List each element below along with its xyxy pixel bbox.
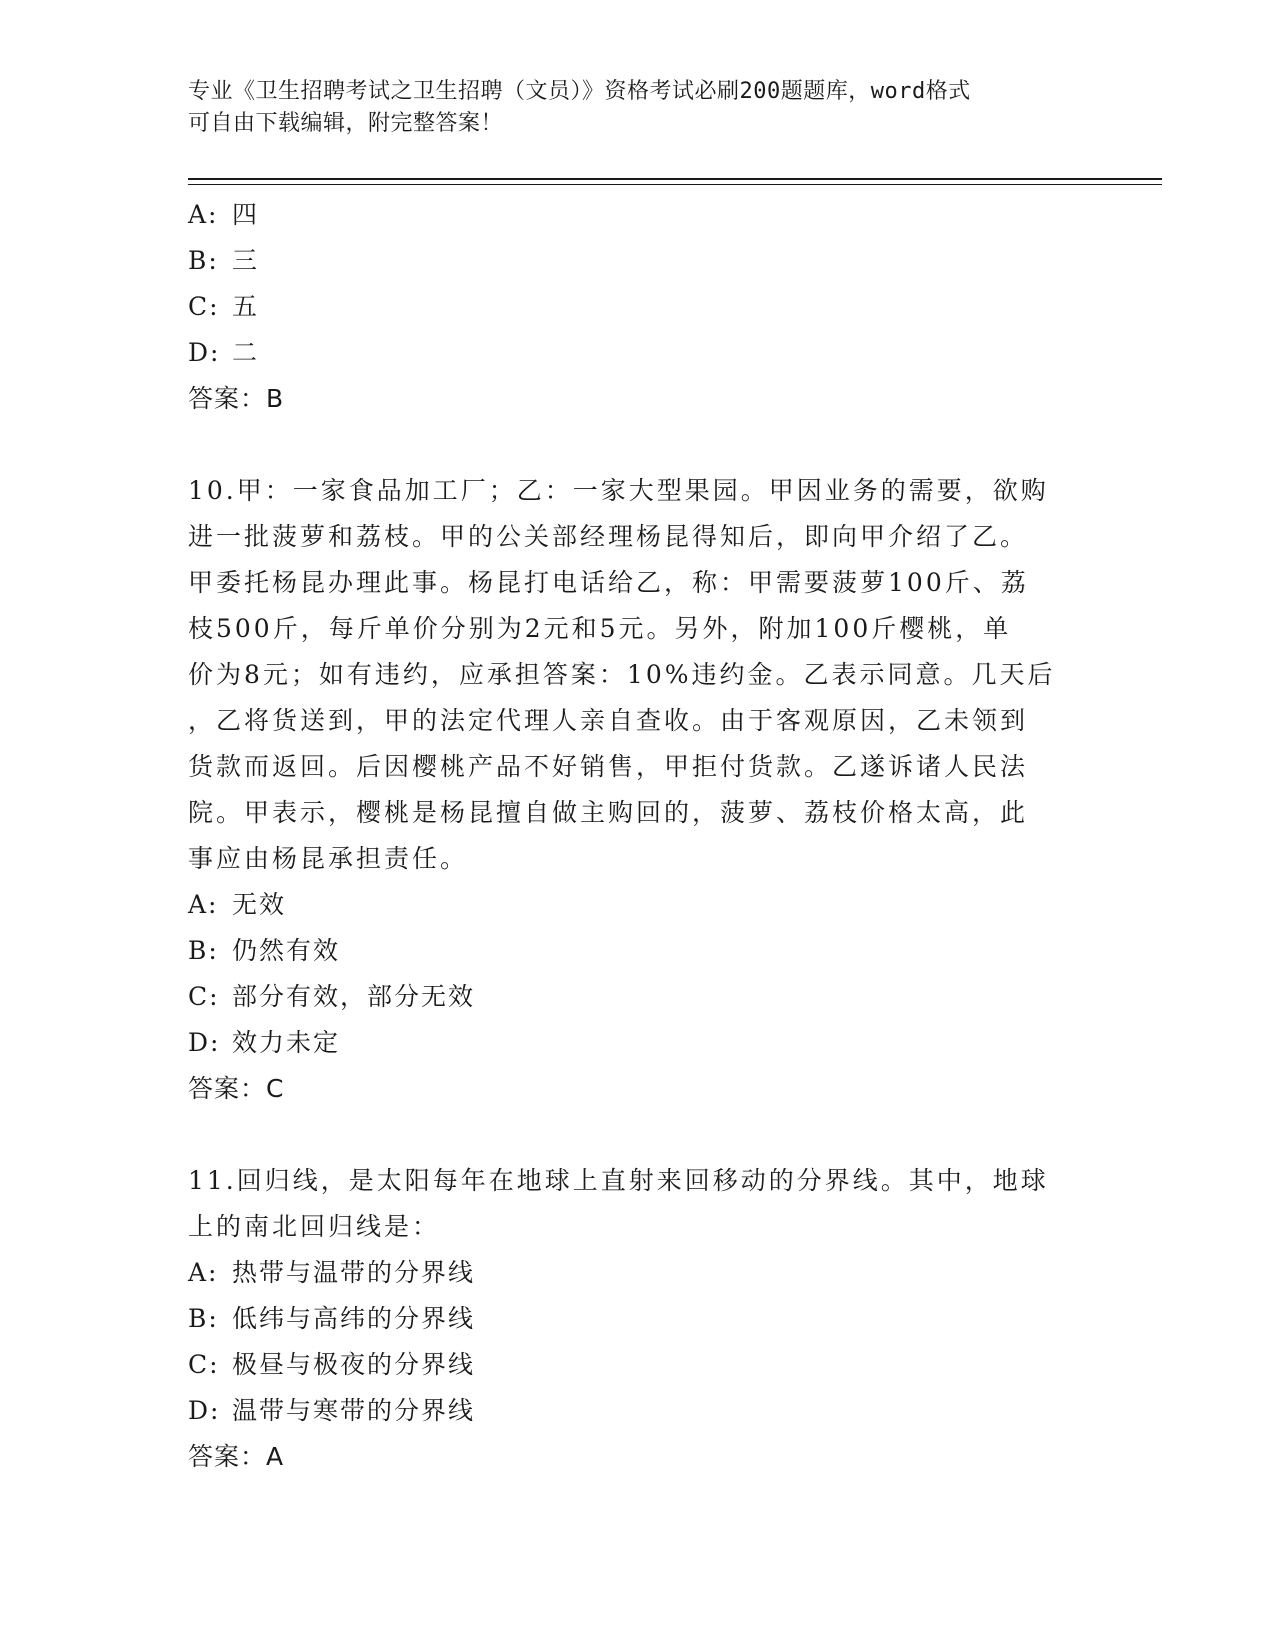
option-letter: C: bbox=[188, 1350, 220, 1379]
option-text: 热带与温带的分界线 bbox=[232, 1258, 476, 1287]
option-a bbox=[188, 1250, 1088, 1296]
question-line: 甲委托杨昆办理此事。杨昆打电话给乙，称：甲需要菠萝100斤、荔 bbox=[188, 568, 1029, 597]
option-text: 四 bbox=[232, 200, 260, 229]
option-letter: D: bbox=[188, 1028, 221, 1057]
header-divider-thick bbox=[188, 178, 1162, 180]
spacer bbox=[188, 422, 1088, 468]
option-d bbox=[188, 1388, 1088, 1434]
answer-line: 答案：C bbox=[188, 1074, 285, 1103]
option-letter: A: bbox=[188, 1258, 219, 1287]
question-line: 10.甲：一家食品加工厂；乙：一家大型果园。甲因业务的需要，欲购 bbox=[188, 476, 1049, 505]
header-line-2: 可自由下载编辑，附完整答案！ bbox=[188, 111, 504, 136]
option-b bbox=[188, 238, 1088, 284]
question-line: 价为8元；如有违约，应承担答案：10%违约金。乙表示同意。几天后 bbox=[188, 660, 1056, 689]
question-line: 上的南北回归线是： bbox=[188, 1212, 441, 1241]
option-letter: A: bbox=[188, 200, 219, 229]
option-text: 二 bbox=[232, 338, 260, 367]
option-text: 部分有效，部分无效 bbox=[232, 982, 476, 1011]
option-text: 极昼与极夜的分界线 bbox=[232, 1350, 476, 1379]
option-d bbox=[188, 1020, 1088, 1066]
question-line: 事应由杨昆承担责任。 bbox=[188, 844, 469, 873]
option-letter: A: bbox=[188, 890, 219, 919]
option-text: 低纬与高纬的分界线 bbox=[232, 1304, 476, 1333]
question-line: 枝500斤，每斤单价分别为2元和5元。另外，附加100斤樱桃，单 bbox=[188, 614, 1012, 643]
option-text: 三 bbox=[232, 246, 260, 275]
option-text: 仍然有效 bbox=[232, 936, 341, 965]
document-header bbox=[188, 76, 1068, 140]
answer-line: 答案：B bbox=[188, 384, 285, 413]
option-letter: B: bbox=[188, 1304, 219, 1333]
question-line: 院。甲表示，樱桃是杨昆擅自做主购回的，菠萝、荔枝价格太高，此 bbox=[188, 798, 1029, 827]
header-divider-thin bbox=[188, 184, 1162, 185]
option-letter: B: bbox=[188, 246, 219, 275]
question-10 bbox=[188, 468, 1088, 1112]
option-letter: D: bbox=[188, 338, 221, 367]
answer-line: 答案：A bbox=[188, 1442, 285, 1471]
question-line: 11.回归线，是太阳每年在地球上直射来回移动的分界线。其中，地球 bbox=[188, 1166, 1049, 1195]
question-9 bbox=[188, 192, 1088, 422]
option-letter: D: bbox=[188, 1396, 221, 1425]
option-letter: B: bbox=[188, 936, 219, 965]
question-line: 进一批菠萝和荔枝。甲的公关部经理杨昆得知后，即向甲介绍了乙。 bbox=[188, 522, 1029, 551]
option-b bbox=[188, 1296, 1088, 1342]
option-a bbox=[188, 192, 1088, 238]
option-text: 效力未定 bbox=[232, 1028, 341, 1057]
option-text: 无效 bbox=[232, 890, 287, 919]
question-text bbox=[188, 468, 1080, 882]
option-b bbox=[188, 928, 1088, 974]
question-line: 货款而返回。后因樱桃产品不好销售，甲拒付货款。乙遂诉诸人民法 bbox=[188, 752, 1029, 781]
option-text: 五 bbox=[232, 292, 260, 321]
option-letter: C: bbox=[188, 292, 220, 321]
option-c bbox=[188, 284, 1088, 330]
question-text bbox=[188, 1158, 1080, 1250]
header-line-1: 专业《卫生招聘考试之卫生招聘（文员）》资格考试必刷200题题库，word格式 bbox=[188, 79, 971, 104]
option-letter: C: bbox=[188, 982, 220, 1011]
option-a bbox=[188, 882, 1088, 928]
question-list bbox=[188, 192, 1088, 1480]
question-line: ，乙将货送到，甲的法定代理人亲自查收。由于客观原因，乙未领到 bbox=[188, 706, 1029, 735]
option-text: 温带与寒带的分界线 bbox=[232, 1396, 476, 1425]
option-c bbox=[188, 1342, 1088, 1388]
question-11 bbox=[188, 1158, 1088, 1480]
option-c bbox=[188, 974, 1088, 1020]
spacer bbox=[188, 1112, 1088, 1158]
option-d bbox=[188, 330, 1088, 376]
